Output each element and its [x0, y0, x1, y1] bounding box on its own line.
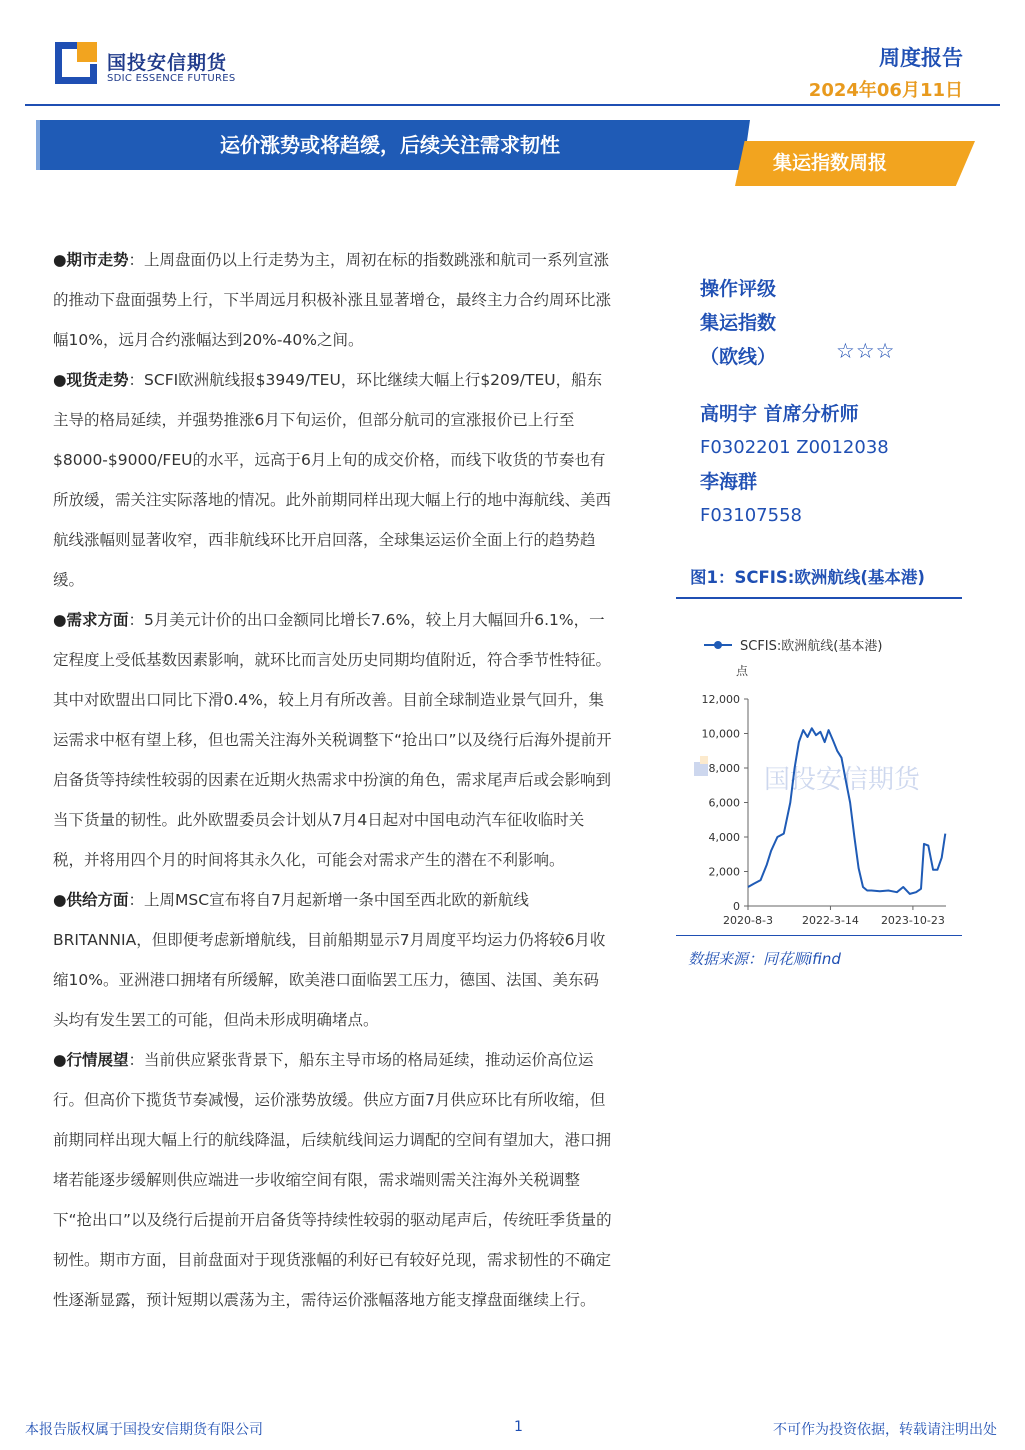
paragraph-text: ：当前供应紧张背景下，船东主导市场的格局延续，推动运价高位运行。但高价下揽货节奏减慢，运价涨势放缓。供应方面7月供应环比有所收缩，但前期同样出现大幅上行的航线降温，后续航线间运力调配的空间有望加大，港口拥堵若能逐步缓解则供应端进一步收缩空间有限，需求端则需关注海外关税调整下“抢出口”以及绕行后提前开启备货等持续性较弱的驱动尾声后，传统旺季货量的韧性。期市方面，目前盘面对于现货涨幅的利好已有较好兑现，需求韧性的不确定性逐渐显露，预计短期以震荡为主，需待运价涨幅落地方能支撑盘面继续上行。: [53, 1051, 612, 1309]
figure-divider: [676, 597, 962, 599]
category-tag-label: 集运指数周报: [772, 152, 887, 174]
analyst-name: 李海群: [700, 471, 758, 493]
paragraph-lead: ●需求方面: [53, 611, 129, 629]
y-axis-unit: 点: [736, 664, 749, 678]
logo-english-name: SDIC ESSENCE FUTURES: [107, 73, 236, 84]
logo-mark-icon: [55, 42, 97, 84]
paragraph-text: ：SCFI欧洲航线报$3949/TEU，环比继续大幅上行$209/TEU，船东主导的格局延续，并强势推涨6月下旬运价，但部分航司的宣涨报价已上行至$8000-$9000/FEU的水平，远高于6月上旬的成交价格，而线下收货的节奏也有所放缓，需关注实际落地的情况。此外前期同样出现大幅上行的地中海航线、美西航线涨幅则显著收窄，西非航线环比开启回落，全球集运运价全面上行的趋势趋缓。: [53, 371, 612, 589]
paragraph-outlook: [53, 1040, 613, 1320]
header-divider: [25, 104, 1000, 106]
legend-label: SCFIS:欧洲航线(基本港): [740, 639, 883, 654]
report-body: [53, 240, 613, 1320]
y-tick-label: 4,000: [708, 831, 740, 844]
paragraph-lead: ●现货走势: [53, 371, 129, 389]
paragraph-text: ：5月美元计价的出口金额同比增长7.6%，较上月大幅回升6.1%，一定程度上受低基数因素影响，就环比而言处历史同期均值附近，符合季节性特征。其中对欧盟出口同比下滑0.4%，较上月有所改善。目前全球制造业景气回升，集运需求中枢有望上移，但也需关注海外关税调整下“抢出口”以及绕行后海外提前开启备货等持续性较弱的因素在近期火热需求中扮演的角色，需求尾声后或会影响到当下货量的韧性。此外欧盟委员会计划从7月4日起对中国电动汽车征收临时关税，并将用四个月的时间将其永久化，可能会对需求产生的潜在不利影响。: [53, 611, 612, 869]
paragraph-demand: [53, 600, 613, 880]
y-tick-label: 0: [733, 900, 740, 913]
figure-bottom-divider: [676, 935, 962, 936]
y-tick-label: 6,000: [708, 796, 740, 810]
paragraph-text: ：上周盘面仍以上行走势为主，周初在标的指数跳涨和航司一系列宣涨的推动下盘面强势上行，下半周远月积极补涨且显著增仓，最终主力合约周环比涨幅10%，远月合约涨幅达到20%-40%之间。: [53, 251, 612, 349]
analyst-license: F0302201 Z0012038: [700, 437, 889, 458]
y-tick-label: 8,000: [708, 762, 740, 775]
paragraph-futures: [53, 240, 613, 360]
data-source: 数据来源：同花顺ifind: [688, 950, 841, 968]
analyst-name: 高明宇 首席分析师: [700, 403, 859, 425]
rating-label: 操作评级: [700, 278, 777, 300]
legend-marker: [714, 641, 722, 649]
paragraph-lead: ●期市走势: [53, 251, 129, 269]
x-tick-label: 2022-3-14: [801, 914, 859, 927]
paragraph-lead: ●行情展望: [53, 1051, 129, 1069]
rating-subject-route: （欧线）: [700, 346, 777, 368]
series-line-scfis-europe: [748, 728, 945, 894]
report-title: 运价涨势或将趋缓，后续关注需求韧性: [220, 133, 560, 157]
analyst-list: [700, 397, 970, 533]
report-date: 2024年06月11日: [808, 80, 963, 101]
y-tick-label: 10,000: [701, 727, 740, 741]
analyst-license: F03107558: [700, 505, 802, 526]
chart-axes: [702, 693, 947, 927]
watermark-text: 国投安信期货: [764, 765, 921, 795]
report-type: 周度报告: [879, 46, 963, 70]
rating-subject: 集运指数: [700, 312, 777, 334]
paragraph-spot: [53, 360, 613, 600]
chart-marks: [748, 728, 945, 894]
disclaimer: 不可作为投资依据，转载请注明出处: [773, 1422, 997, 1438]
logo-chinese-name: 国投安信期货: [107, 52, 228, 74]
x-tick-label: 2023-10-23: [880, 914, 945, 927]
y-tick-label: 12,000: [701, 693, 740, 706]
paragraph-lead: ●供给方面: [53, 891, 129, 909]
figure-title: 图1：SCFIS:欧洲航线(基本港): [690, 568, 925, 587]
rating-stars-icon: ☆☆☆: [836, 339, 896, 363]
copyright-notice: 本报告版权属于国投安信期货有限公司: [25, 1422, 263, 1438]
company-logo: [55, 42, 255, 90]
rating-block: [700, 272, 970, 374]
page-number: 1: [514, 1419, 523, 1435]
scfis-line-chart: [676, 620, 962, 932]
x-tick-label: 2020-8-3: [723, 914, 773, 927]
paragraph-text: ：上周MSC宣布将自7月起新增一条中国至西北欧的新航线BRITANNIA，但即便考虑新增航线，目前船期显示7月周度平均运力仍将较6月收缩10%。亚洲港口拥堵有所缓解，欧美港口面临罢工压力，德国、法国、美东码头均有发生罢工的可能，但尚未形成明确堵点。: [53, 891, 606, 1029]
y-tick-label: 2,000: [708, 865, 740, 879]
paragraph-supply: [53, 880, 613, 1040]
